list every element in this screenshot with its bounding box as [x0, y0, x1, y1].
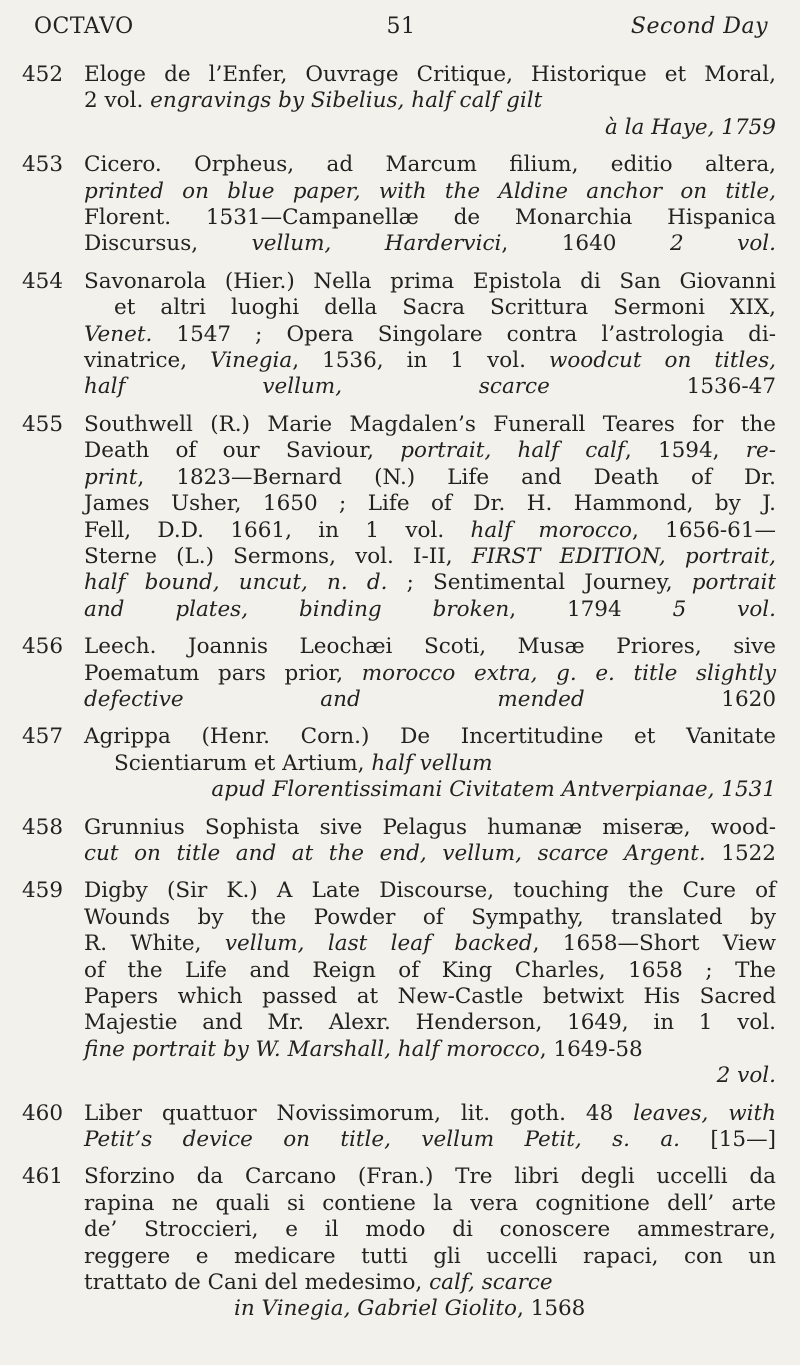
- page-number: 51: [386, 14, 416, 39]
- lot-line: Agrippa (Henr. Corn.) De Incertitudine et Vanitate: [84, 724, 776, 750]
- lot-line: R. White, vellum, last leaf backed, 1658—Short View: [84, 931, 776, 957]
- lot-line: printed on blue paper, with the Aldine anchor on title,: [84, 178, 776, 204]
- lot-number: 452: [22, 62, 64, 87]
- lot-line: reggere e medicare tutti gli uccelli rapaci, con un: [84, 1243, 776, 1269]
- lot-line: Eloge de l’Enfer, Ouvrage Critique, Historique et Moral,: [84, 62, 776, 87]
- lot-line: Petit’s device on title, vellum Petit, s. a. [15—]: [84, 1127, 776, 1153]
- lot-line: Death of our Saviour, portrait, half calf, 1594, re-: [84, 438, 776, 464]
- lot-line: Digby (Sir K.) A Late Discourse, touching the Cure of: [84, 878, 776, 904]
- lot-line: trattato de Cani del medesimo, calf, scarce: [84, 1270, 553, 1296]
- lot-imprint: à la Haye, 1759: [604, 114, 776, 140]
- lot-line: Grunnius Sophista sive Pelagus humanæ miseræ, wood-: [84, 814, 776, 840]
- lot-number: 455: [22, 411, 64, 437]
- lot-line: half bound, uncut, n. d. ; Sentimental Journey, portrait: [84, 570, 776, 596]
- lot-line: Wounds by the Powder of Sympathy, translated by: [84, 904, 776, 930]
- lot-list: [22, 62, 776, 1334]
- lot-line: fine portrait by W. Marshall, half morocco, 1649-58: [84, 1036, 643, 1062]
- lot-line: cut on title and at the end, vellum, scarce Argent. 1522: [84, 840, 776, 866]
- header-format: OCTAVO: [34, 14, 134, 39]
- lot-entry: [22, 1101, 776, 1154]
- lot-line: Poematum pars prior, morocco extra, g. e. title slightly: [84, 660, 776, 686]
- lot-entry: [22, 152, 776, 258]
- lot-line: Discursus, vellum, Hardervici, 1640 2 vol.: [84, 231, 776, 257]
- lot-entry: [22, 1164, 776, 1322]
- lot-line: Leech. Joannis Leochæi Scoti, Musæ Priores, sive: [84, 634, 776, 660]
- lot-line: Papers which passed at New-Castle betwixt His Sacred: [84, 984, 776, 1009]
- lot-line: Fell, D.D. 1661, in 1 vol. half morocco, 1656-61—: [84, 517, 776, 543]
- lot-line: half vellum, scarce 1536-47: [84, 374, 776, 400]
- lot-line: Majestie and Mr. Alexr. Henderson, 1649, in 1 vol.: [84, 1010, 776, 1036]
- lot-number: 453: [22, 152, 64, 178]
- lot-line: defective and mended 1620: [84, 686, 776, 712]
- lot-line: Venet. 1547 ; Opera Singolare contra l’astrologia di-: [84, 321, 776, 347]
- lot-number: 460: [22, 1100, 64, 1126]
- lot-line: de’ Stroccieri, e il modo di conoscere ammestrare,: [84, 1217, 776, 1243]
- page-header: [34, 14, 768, 54]
- lot-line: Savonarola (Hier.) Nella prima Epistola di San Giovanni: [84, 268, 776, 294]
- lot-entry: [22, 815, 776, 868]
- lot-line: and plates, binding broken, 1794 5 vol.: [84, 596, 776, 622]
- lot-number: 456: [22, 634, 64, 660]
- lot-line: Florent. 1531—Campanellæ de Monarchia Hispanica: [84, 205, 776, 231]
- lot-entry: [22, 269, 776, 401]
- lot-line: James Usher, 1650 ; Life of Dr. H. Hammond, by J.: [84, 491, 776, 517]
- lot-number: 454: [22, 268, 64, 294]
- lot-line: Liber quattuor Novissimorum, lit. goth. 48 leaves, with: [84, 1100, 776, 1126]
- lot-number: 459: [22, 878, 64, 904]
- lot-entry: [22, 62, 776, 141]
- lot-volumes: 2 vol.: [716, 1063, 776, 1089]
- lot-line: rapina ne quali si contiene la vera cognitione dell’ arte: [84, 1190, 776, 1216]
- lot-entry: [22, 634, 776, 713]
- lot-number: 457: [22, 724, 64, 750]
- lot-entry: [22, 878, 776, 1089]
- header-sale-day: Second Day: [630, 14, 768, 39]
- lot-line: print, 1823—Bernard (N.) Life and Death of Dr.: [84, 464, 776, 490]
- lot-line: et altri luoghi della Sacra Scrittura Sermoni XIX,: [114, 295, 776, 321]
- lot-line: vinatrice, Vinegia, 1536, in 1 vol. woodcut on titles,: [84, 348, 776, 374]
- lot-imprint: apud Florentissimani Civitatem Antverpianae, 1531: [211, 777, 776, 803]
- lot-entry: [22, 724, 776, 803]
- lot-line: Cicero. Orpheus, ad Marcum filium, editio altera,: [84, 152, 776, 178]
- lot-line: Scientiarum et Artium, half vellum: [114, 750, 493, 776]
- lot-number: 458: [22, 814, 64, 840]
- lot-line: Sterne (L.) Sermons, vol. I-II, FIRST EDITION, portrait,: [84, 543, 776, 569]
- lot-line: Southwell (R.) Marie Magdalen’s Funerall Teares for the: [84, 411, 776, 437]
- lot-line: 2 vol. engravings by Sibelius, half calf gilt: [84, 88, 543, 114]
- lot-entry: [22, 412, 776, 623]
- lot-line: Sforzino da Carcano (Fran.) Tre libri degli uccelli da: [84, 1164, 776, 1190]
- lot-imprint: in Vinegia, Gabriel Giolito, 1568: [234, 1296, 586, 1322]
- lot-line: of the Life and Reign of King Charles, 1658 ; The: [84, 957, 776, 983]
- lot-number: 461: [22, 1164, 64, 1190]
